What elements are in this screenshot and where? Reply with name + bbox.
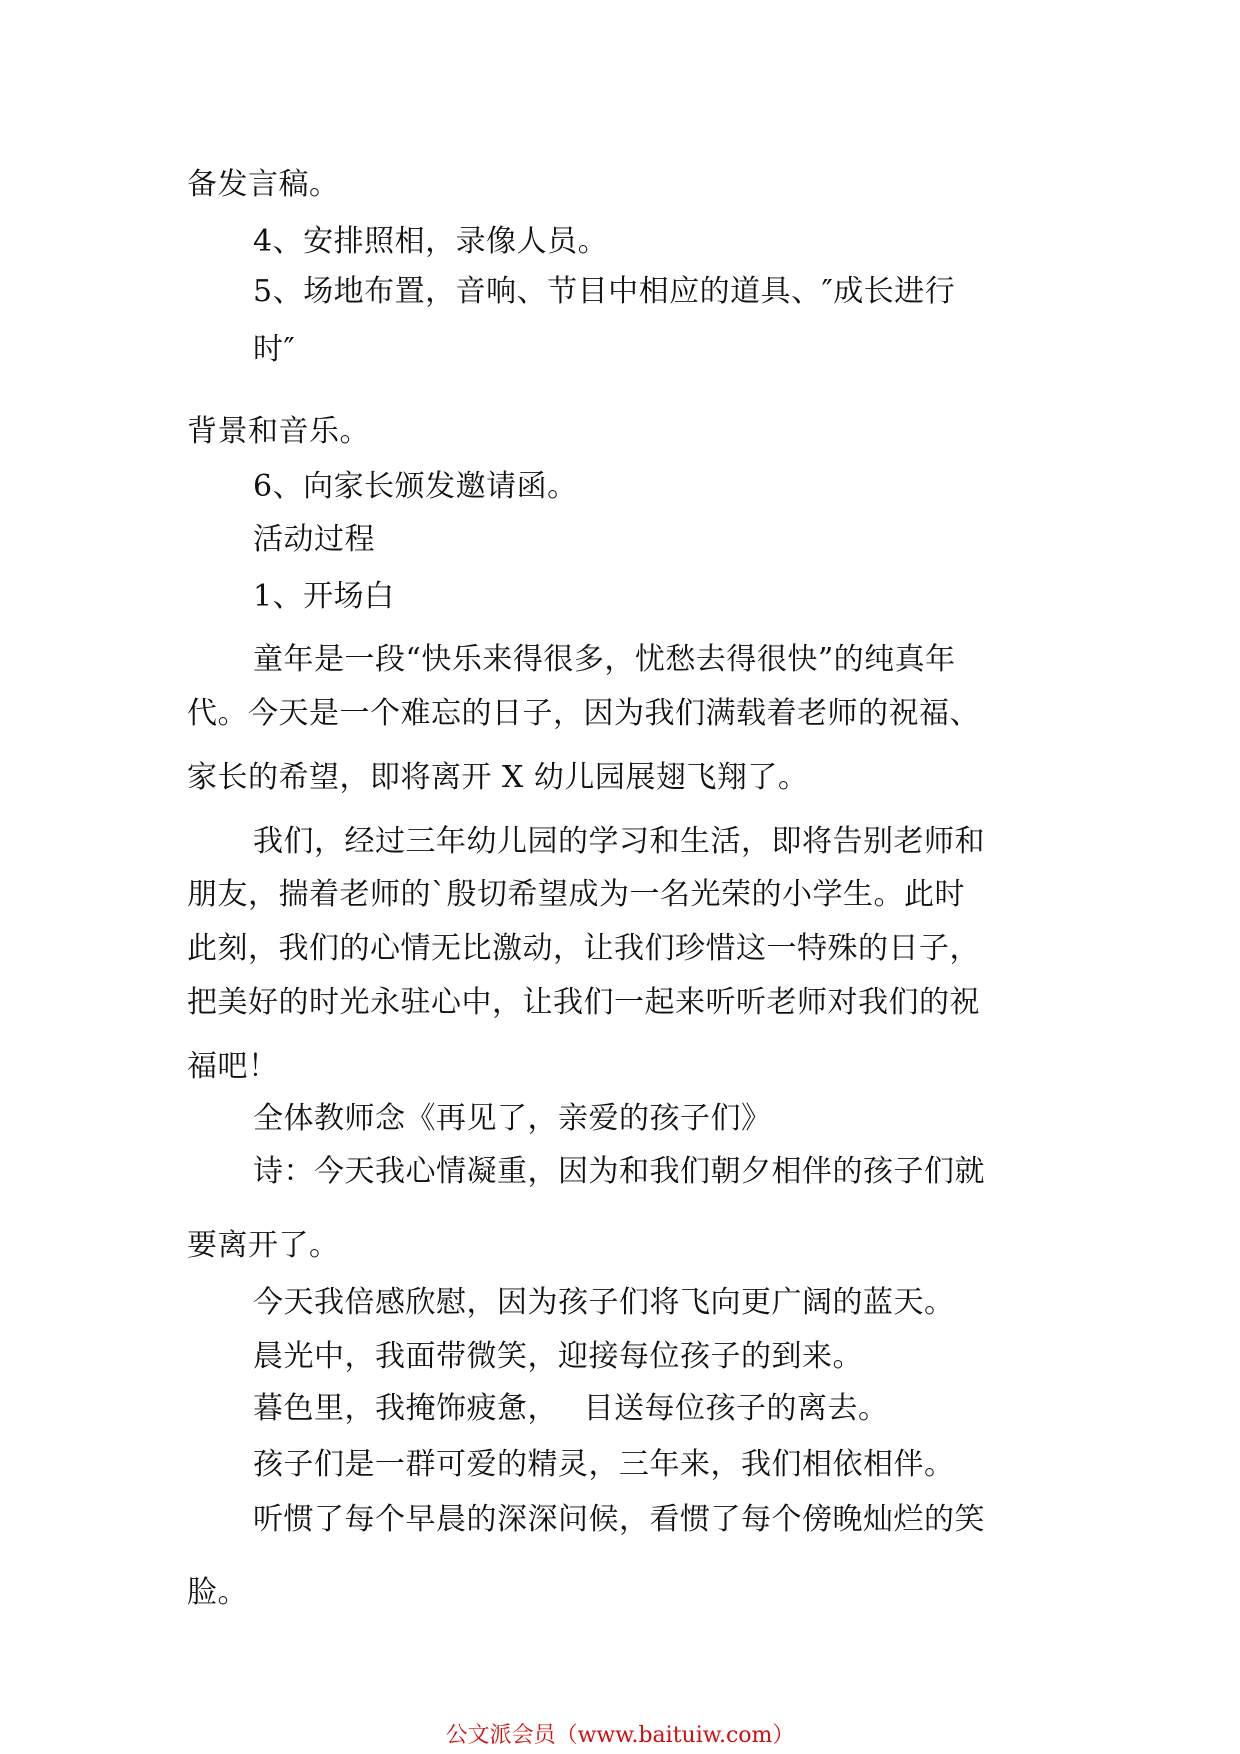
text-line: 代。今天是一个难忘的日子，因为我们满载着老师的祝福、 (187, 696, 980, 731)
text-line: 脸。 (187, 1575, 248, 1610)
text-line: 暮色里，我掩饰疲惫， 目送每位孩子的离去。 (253, 1391, 889, 1426)
subsection-heading: 1、开场白 (253, 579, 395, 614)
text-line: 5、场地布置，音响、节目中相应的道具、″成长进行 (253, 274, 956, 309)
section-heading: 活动过程 (253, 522, 375, 557)
text-line: 晨光中，我面带微笑，迎接每位孩子的到来。 (253, 1339, 863, 1374)
text-line: 把美好的时光永驻心中，让我们一起来听听老师对我们的祝 (187, 985, 980, 1020)
text-line: 4、安排照相，录像人员。 (253, 224, 609, 259)
text-line: 福吧！ (187, 1049, 279, 1084)
text-line: 时″ (253, 332, 296, 367)
text-line: 备发言稿。 (187, 167, 340, 202)
text-line: 听惯了每个早晨的深深问候，看惯了每个傍晚灿烂的笑 (253, 1502, 985, 1537)
text-line: 背景和音乐。 (187, 414, 370, 449)
text-line: 诗：今天我心情凝重，因为和我们朝夕相伴的孩子们就 (253, 1154, 985, 1189)
text-line: 童年是一段“快乐来得很多，忧愁去得很快”的纯真年 (253, 642, 956, 677)
text-line: 要离开了。 (187, 1228, 340, 1263)
text-line: 此刻，我们的心情无比激动，让我们珍惜这一特殊的日子， (187, 931, 980, 966)
text-line: 孩子们是一群可爱的精灵，三年来，我们相依相伴。 (253, 1447, 955, 1482)
text-line: 今天我倍感欣慰，因为孩子们将飞向更广阔的蓝天。 (253, 1285, 955, 1320)
text-line: 朋友，揣着老师的`殷切希望成为一名光荣的小学生。此时 (187, 877, 965, 912)
text-line: 6、向家长颁发邀请函。 (253, 469, 578, 504)
footer-link[interactable]: 公文派会员（www.baituiw.com） (445, 1723, 795, 1748)
text-line: 全体教师念《再见了，亲爱的孩子们》 (253, 1101, 772, 1136)
text-line: 家长的希望，即将离开 X 幼儿园展翅飞翔了。 (187, 760, 809, 795)
text-line: 我们，经过三年幼儿园的学习和生活，即将告别老师和 (253, 824, 985, 859)
